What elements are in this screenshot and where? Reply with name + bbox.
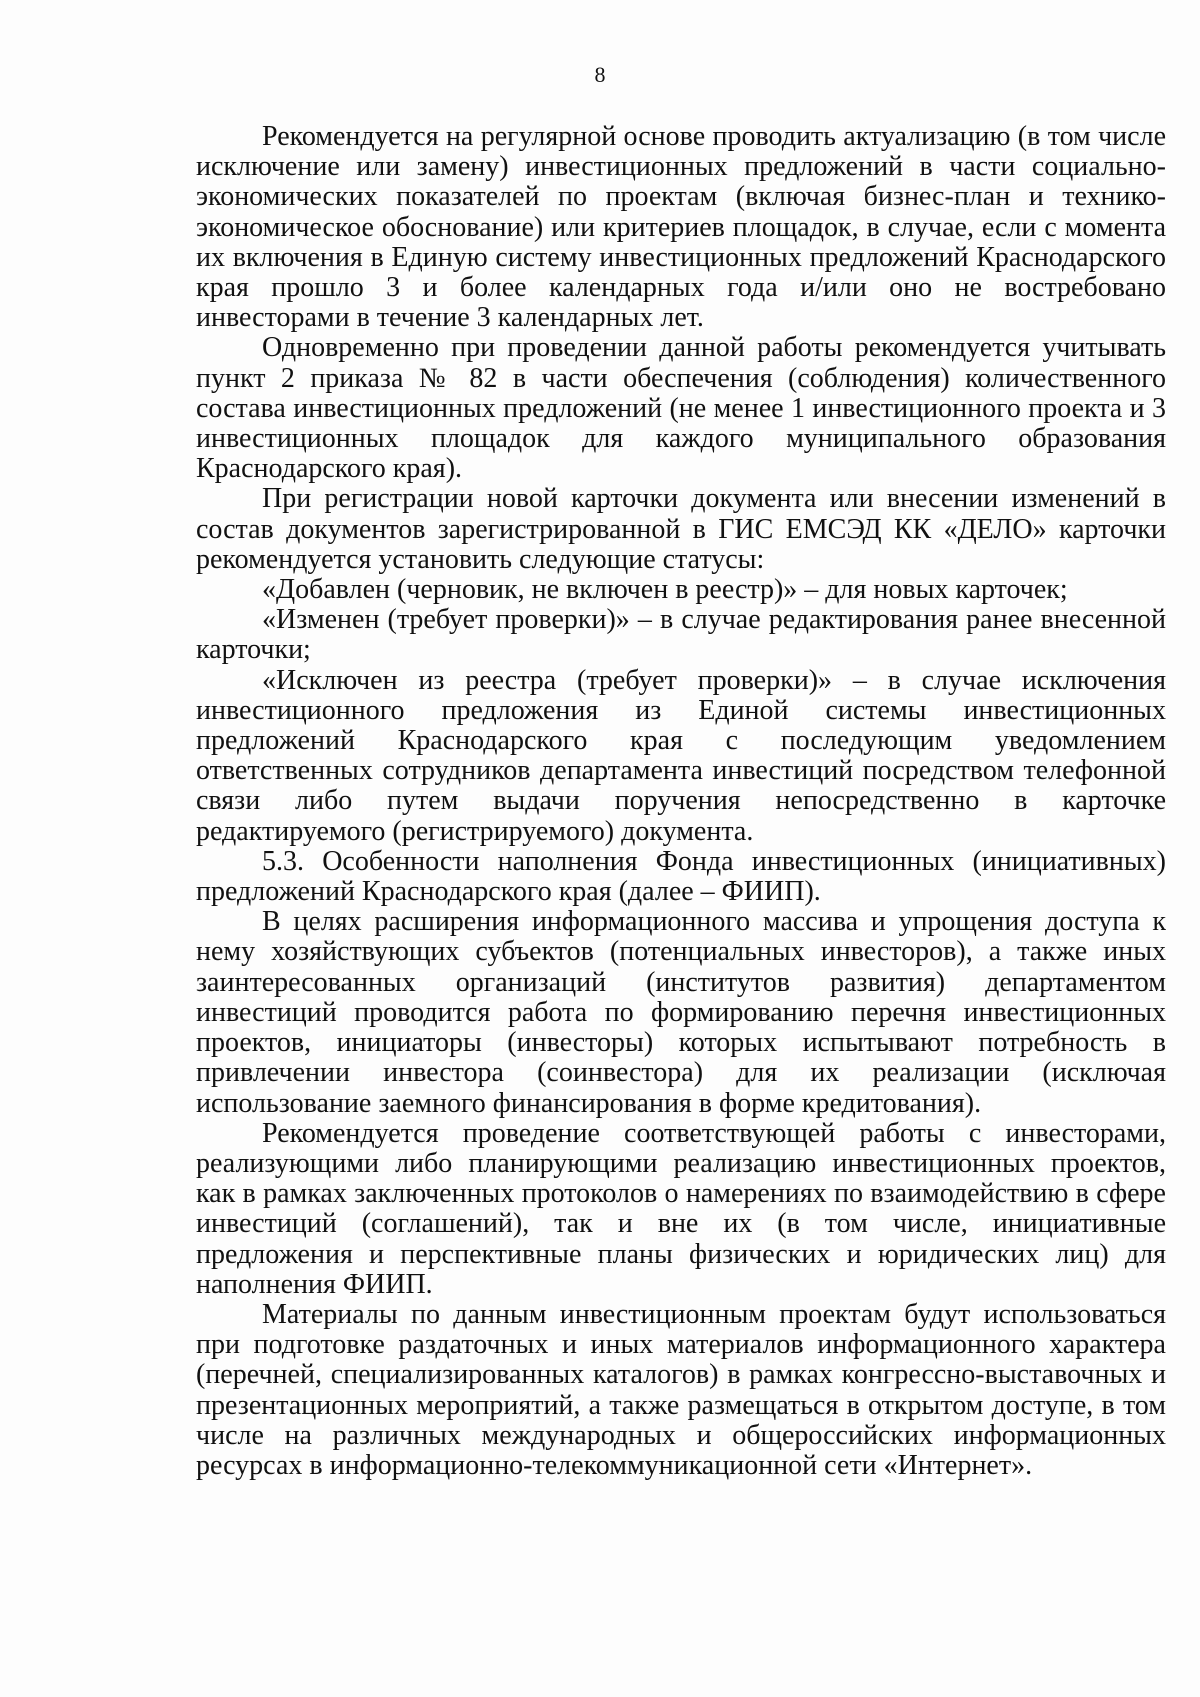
paragraph-quantity-requirement: Одновременно при проведении данной работы рекомендуется учитывать пункт 2 приказа № 82 в части обеспечения (соблюдения) количественного состава инвестиционных предложений (не менее 1 инвестиционного проекта и 3 инвестиционных площадок для каждого муниципального образования Краснодарского края). bbox=[196, 332, 1166, 485]
paragraph-fiip-work: Рекомендуется проведение соответствующей работы с инвесторами, реализующими либо планирующими реализацию инвестиционных проектов, как в рамках заключенных протоколов о намерениях по взаимодействию в сфере инвестиций (соглашений), так и вне их (в том числе, инициативные предложения и перспективные планы физических и юридических лиц) для наполнения ФИИП. bbox=[196, 1117, 1166, 1300]
paragraph-status-changed: «Изменен (требует проверки)» – в случае редактирования ранее внесенной карточки; bbox=[196, 604, 1166, 666]
paragraph-fiip-materials: Материалы по данным инвестиционным проектам будут использоваться при подготовке раздаточных и иных материалов информационного характера (перечней, специализированных каталогов) в рамках конгрессно-выставочных и презентационных мероприятий, а также размещаться в открытом доступе, в том числе на различных международных и общероссийских информационных ресурсах в информационно-телекоммуникационной сети «Интернет». bbox=[196, 1298, 1166, 1481]
paragraph-status-excluded: «Исключен из реестра (требует проверки)» – в случае исключения инвестиционного предложения из Единой системы инвестиционных предложений Краснодарского края с последующим уведомлением ответственных сотрудников департамента инвестиций посредством телефонной связи либо путем выдачи поручения непосредственно в карточке редактируемого (регистрируемого) документа. bbox=[196, 664, 1166, 847]
page-number: 8 bbox=[594, 62, 606, 87]
paragraph-fiip-purpose: В целях расширения информационного массива и упрощения доступа к нему хозяйствующих субъектов (потенциальных инвесторов), а также иных заинтересованных организаций (институтов развития) департаментом инвестиций проводится работа по формированию перечня инвестиционных проектов, инициаторы (инвесторы) которых испытывают потребность в привлечении инвестора (соинвестора) для их реализации (исключая использование заемного финансирования в форме кредитования). bbox=[196, 906, 1166, 1119]
section-heading-5-3: 5.3. Особенности наполнения Фонда инвестиционных (инициативных) предложений Краснодарского края (далее – ФИИП). bbox=[196, 845, 1166, 908]
document-body bbox=[196, 122, 1166, 1481]
paragraph-registration-statuses: При регистрации новой карточки документа или внесении изменений в состав документов зарегистрированной в ГИС ЕМСЭД КК «ДЕЛО» карточки рекомендуется установить следующие статусы: bbox=[196, 483, 1166, 575]
paragraph-actualization: Рекомендуется на регулярной основе проводить актуализацию (в том числе исключение или замену) инвестиционных предложений в части социально-экономических показателей по проектам (включая бизнес-план и технико-экономическое обоснование) или критериев площадок, в случае, если с момента их включения в Единую систему инвестиционных предложений Краснодарского края прошло 3 и более календарных года и/или оно не востребовано инвесторами в течение 3 календарных лет. bbox=[196, 121, 1166, 334]
paragraph-status-added: «Добавлен (черновик, не включен в реестр)» – для новых карточек; bbox=[262, 574, 1068, 606]
